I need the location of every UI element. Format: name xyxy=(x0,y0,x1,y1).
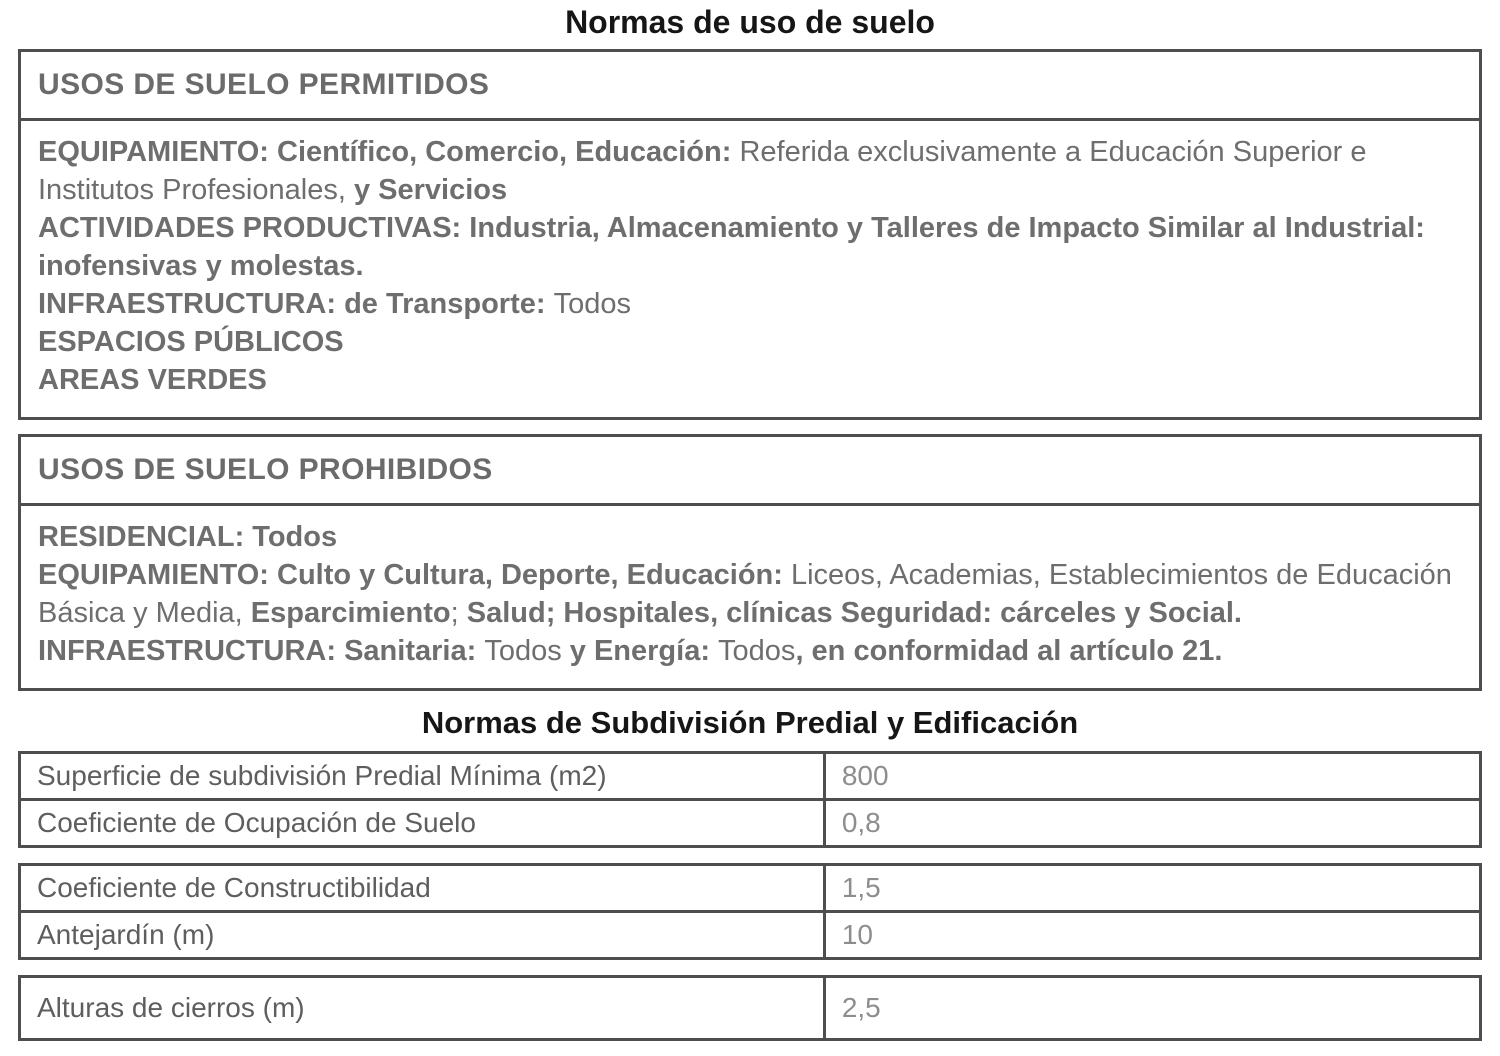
text-segment: Todos xyxy=(553,288,631,320)
text-segment: RESIDENCIAL: Todos xyxy=(38,521,338,553)
prohibited-content-box xyxy=(18,503,1482,691)
prohibited-header-box xyxy=(18,434,1482,506)
row-value: 10 xyxy=(841,919,873,950)
permitted-paragraph-equipamiento xyxy=(38,133,1462,209)
table-row-ocupacion xyxy=(21,798,1479,845)
text-segment: INFRAESTRUCTURA: Sanitaria: xyxy=(38,635,485,667)
subdivision-title: Normas de Subdivisión Predial y Edificación xyxy=(421,705,1079,740)
prohibited-header-label: USOS DE SUELO PROHIBIDOS xyxy=(38,453,493,486)
text-segment: Todos xyxy=(484,635,570,667)
row-label: Alturas de cierros (m) xyxy=(21,978,826,1038)
text-segment: Salud; Hospitales, clínicas Seguridad: cárceles y Social. xyxy=(466,597,1242,629)
subdivision-table-group-3 xyxy=(18,975,1482,1041)
permitted-paragraph-actividades xyxy=(38,209,1462,285)
row-label: Coeficiente de Ocupación de Suelo xyxy=(21,801,826,845)
text-segment: INFRAESTRUCTURA: de Transporte: xyxy=(38,288,554,320)
row-value: 1,5 xyxy=(841,872,881,903)
page-title: Normas de uso de suelo xyxy=(565,4,935,40)
text-segment: ; xyxy=(450,597,467,629)
prohibited-paragraph-residencial xyxy=(38,518,1462,556)
permitted-paragraph-areas-verdes xyxy=(38,361,1462,399)
row-value: 0,8 xyxy=(841,807,881,838)
table-row-superficie xyxy=(21,754,1479,798)
subdivision-table-group-1 xyxy=(18,751,1482,848)
table-row-alturas-cierros xyxy=(21,978,1479,1038)
permitted-content-box xyxy=(18,118,1482,420)
text-segment: AREAS VERDES xyxy=(38,364,267,396)
prohibited-paragraph-infraestructura xyxy=(38,632,1462,670)
text-segment: Todos xyxy=(718,635,796,667)
text-segment: EQUIPAMIENTO: Culto y Cultura, Deporte, Educación: xyxy=(38,559,791,591)
permitted-paragraph-infraestructura xyxy=(38,285,1462,323)
text-segment: y Servicios xyxy=(353,174,508,206)
text-segment: Referida exclusivamente a Educación Superior e Institutos Profesionales, xyxy=(38,136,1367,206)
subdivision-table-group-2 xyxy=(18,863,1482,960)
prohibited-paragraph-equipamiento xyxy=(38,556,1462,632)
text-segment: Esparcimiento xyxy=(250,597,451,629)
row-label: Superficie de subdivisión Predial Mínima (m2) xyxy=(21,754,826,798)
text-segment: , en conformidad al artículo 21. xyxy=(795,635,1223,667)
text-segment: EQUIPAMIENTO: Científico, Comercio, Educación: xyxy=(38,136,740,168)
text-segment: y Energía: xyxy=(569,635,719,667)
text-segment: Liceos, Academias, Establecimientos de Educación Básica y Media, xyxy=(38,559,1452,629)
row-label: Coeficiente de Constructibilidad xyxy=(21,866,826,910)
row-label: Antejardín (m) xyxy=(21,913,826,957)
permitted-paragraph-espacios xyxy=(38,323,1462,361)
permitted-header-box xyxy=(18,49,1482,121)
permitted-header-label: USOS DE SUELO PERMITIDOS xyxy=(38,68,490,101)
row-value: 2,5 xyxy=(841,992,881,1023)
text-segment: ACTIVIDADES PRODUCTIVAS: Industria, Almacenamiento y Talleres de Impacto Similar al Industrial: inofensivas y molestas. xyxy=(38,212,1425,282)
text-segment: ESPACIOS PÚBLICOS xyxy=(38,326,344,358)
table-row-antejardin xyxy=(21,910,1479,957)
table-row-constructibilidad xyxy=(21,866,1479,910)
row-value: 800 xyxy=(841,760,889,791)
